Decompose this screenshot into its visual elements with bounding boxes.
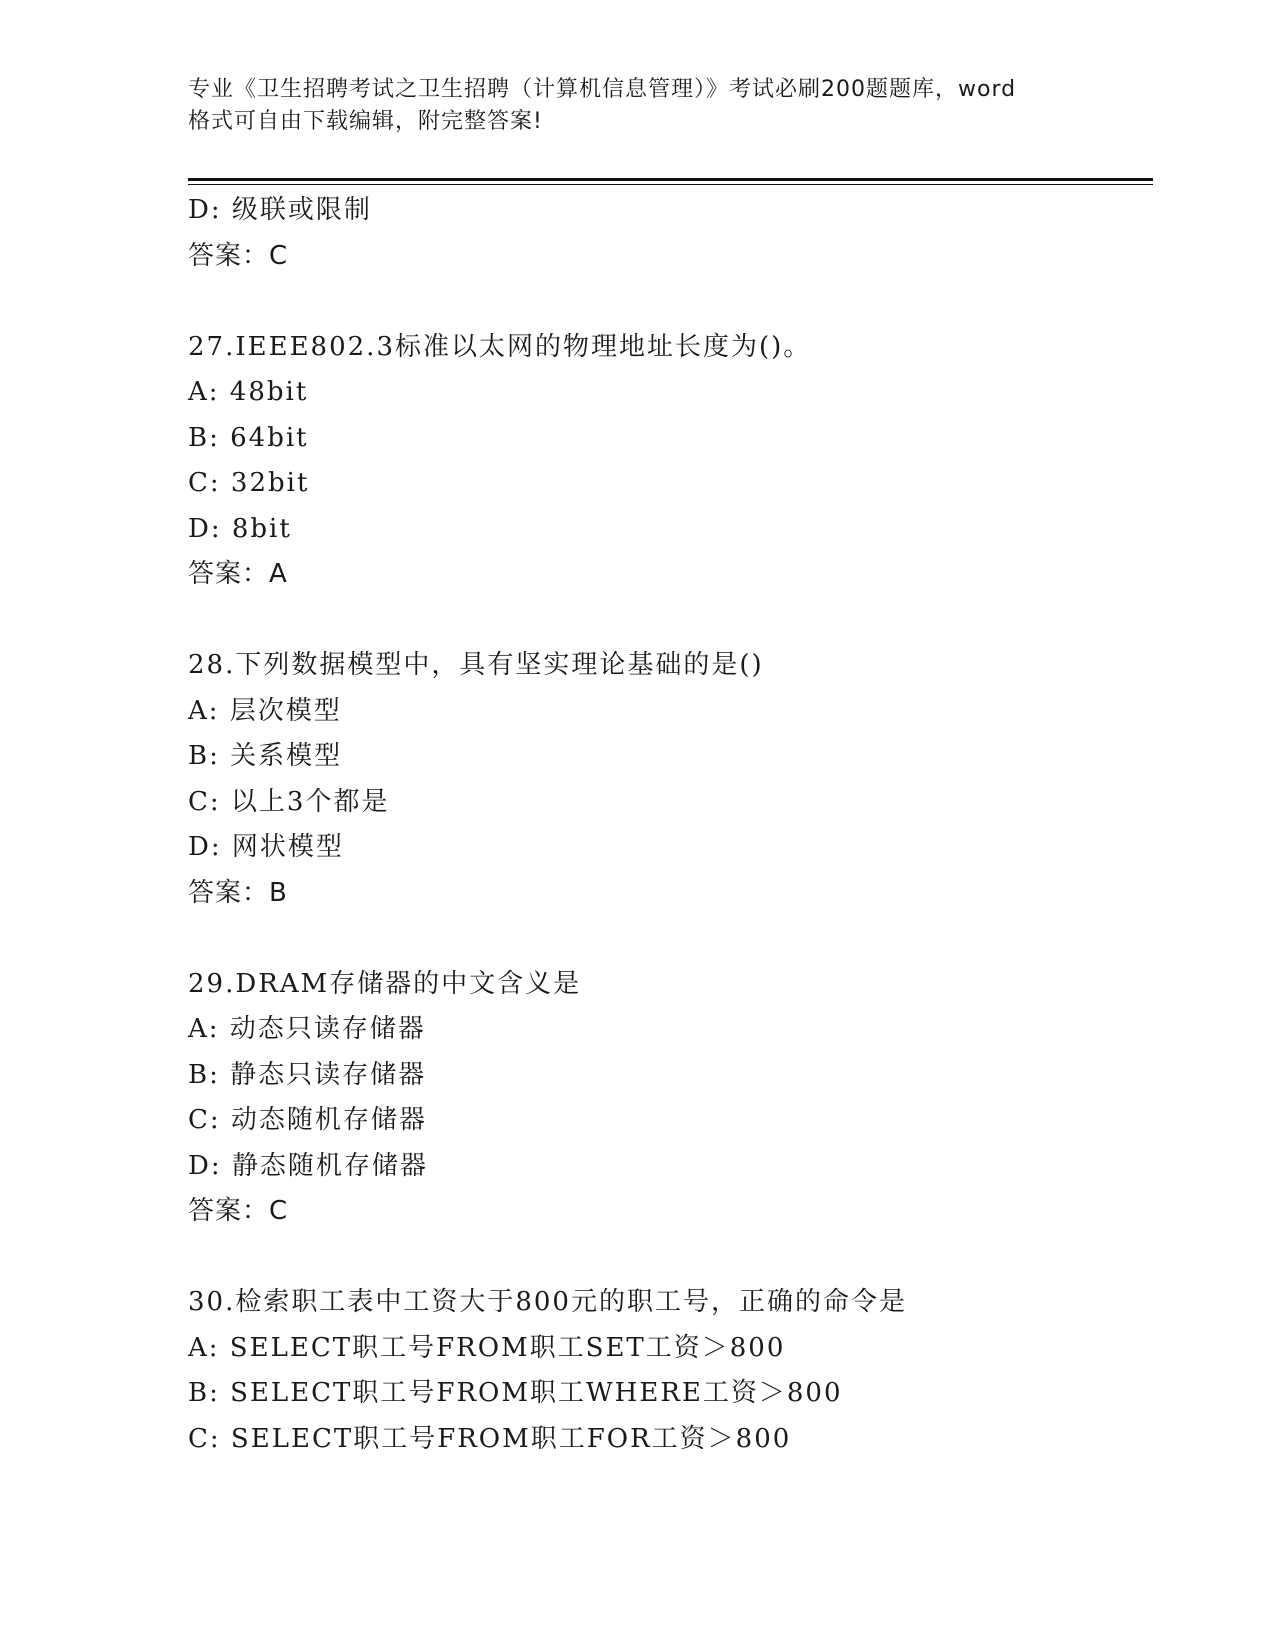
question-stem: 27.IEEE802.3标准以太网的物理地址长度为()。 [188,331,812,362]
spacer [188,279,1153,325]
question-30 [188,1280,1153,1462]
header-divider-thick [188,178,1153,181]
option-a: A: 动态只读存储器 [188,1014,426,1044]
question-27 [188,325,1153,598]
option-a: A: SELECT职工号FROM职工SET工资＞800 [188,1332,786,1363]
option-b: B: 64bit [188,422,309,453]
question-29 [188,962,1153,1235]
spacer [188,1235,1153,1281]
document-body [188,188,1153,1462]
option-d: D: 级联或限制 [188,195,372,225]
option-c: C: 动态随机存储器 [188,1105,427,1135]
header-divider-thin [188,184,1153,185]
question-stem: 30.检索职工表中工资大于800元的职工号，正确的命令是 [188,1287,907,1317]
spacer [188,598,1153,644]
question-26-tail [188,188,1153,279]
answer-line: 答案：C [188,1196,289,1226]
option-c: C: 32bit [188,468,310,498]
option-c: C: 以上3个都是 [188,786,390,817]
option-d: D: 网状模型 [188,832,344,862]
question-28 [188,643,1153,916]
answer-line: 答案：C [188,240,289,271]
header-line-1: 专业《卫生招聘考试之卫生招聘（计算机信息管理）》考试必刷200题题库，word [188,77,1017,102]
answer-line: 答案：A [188,559,288,589]
header-line-2: 格式可自由下载编辑，附完整答案! [188,109,543,134]
question-stem: 28.下列数据模型中，具有坚实理论基础的是() [188,650,764,680]
option-c: C: SELECT职工号FROM职工FOR工资＞800 [188,1423,792,1454]
option-d: D: 8bit [188,513,292,544]
option-a: A: 层次模型 [188,695,342,726]
option-a: A: 48bit [188,377,309,407]
option-d: D: 静态随机存储器 [188,1150,428,1181]
document-header [188,74,1088,138]
option-b: B: 静态只读存储器 [188,1059,427,1090]
answer-line: 答案：B [188,877,288,908]
option-b: B: SELECT职工号FROM职工WHERE工资＞800 [188,1378,843,1408]
question-stem: 29.DRAM存储器的中文含义是 [188,968,582,999]
option-b: B: 关系模型 [188,741,343,771]
spacer [188,916,1153,962]
